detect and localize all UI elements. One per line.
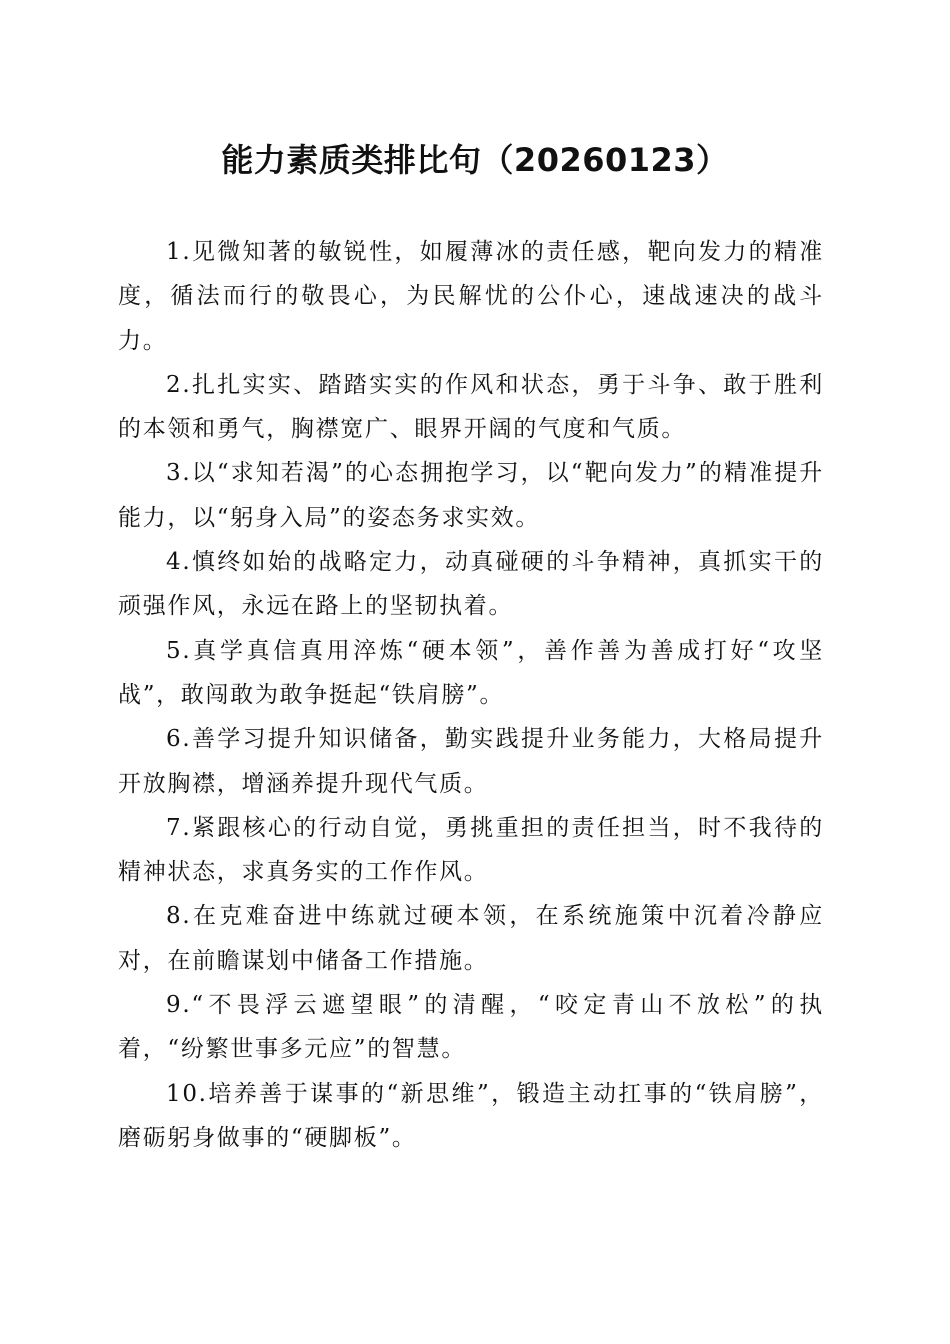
paragraph-7: 7.紧跟核心的行动自觉，勇挑重担的责任担当，时不我待的精神状态，求真务实的工作作风。 [118, 814, 824, 886]
paragraph-10: 10.培养善于谋事的“新思维”，锻造主动扛事的“铁肩膀”，磨砺躬身做事的“硬脚板”。 [118, 1080, 824, 1151]
paragraph-9: 9.“不畏浮云遮望眼”的清醒，“咬定青山不放松”的执着，“纷繁世事多元应”的智慧。 [118, 992, 824, 1063]
paragraph-2: 2.扎扎实实、踏踏实实的作风和状态，勇于斗争、敢于胜利的本领和勇气，胸襟宽广、眼界开阔的气度和气质。 [118, 371, 824, 443]
paragraph-4: 4.慎终如始的战略定力，动真碰硬的斗争精神，真抓实干的顽强作风，永远在路上的坚韧执着。 [118, 549, 824, 620]
paragraph-1: 1.见微知著的敏锐性，如履薄冰的责任感，靶向发力的精准度，循法而行的敬畏心，为民解忧的公仆心，速战速决的战斗力。 [118, 239, 824, 354]
document-title: 能力素质类排比句（20260123） [221, 141, 729, 179]
paragraph-8: 8.在克难奋进中练就过硬本领，在系统施策中沉着冷静应对，在前瞻谋划中储备工作措施。 [118, 903, 824, 974]
paragraph-3: 3.以“求知若渴”的心态拥抱学习，以“靶向发力”的精准提升能力，以“躬身入局”的姿态务求实效。 [118, 460, 824, 531]
paragraph-6: 6.善学习提升知识储备，勤实践提升业务能力，大格局提升开放胸襟，增涵养提升现代气质。 [118, 726, 824, 797]
document-body [118, 230, 824, 1160]
paragraph-5: 5.真学真信真用淬炼“硬本领”，善作善为善成打好“攻坚战”，敢闯敢为敢争挺起“铁肩膀”。 [118, 637, 824, 708]
